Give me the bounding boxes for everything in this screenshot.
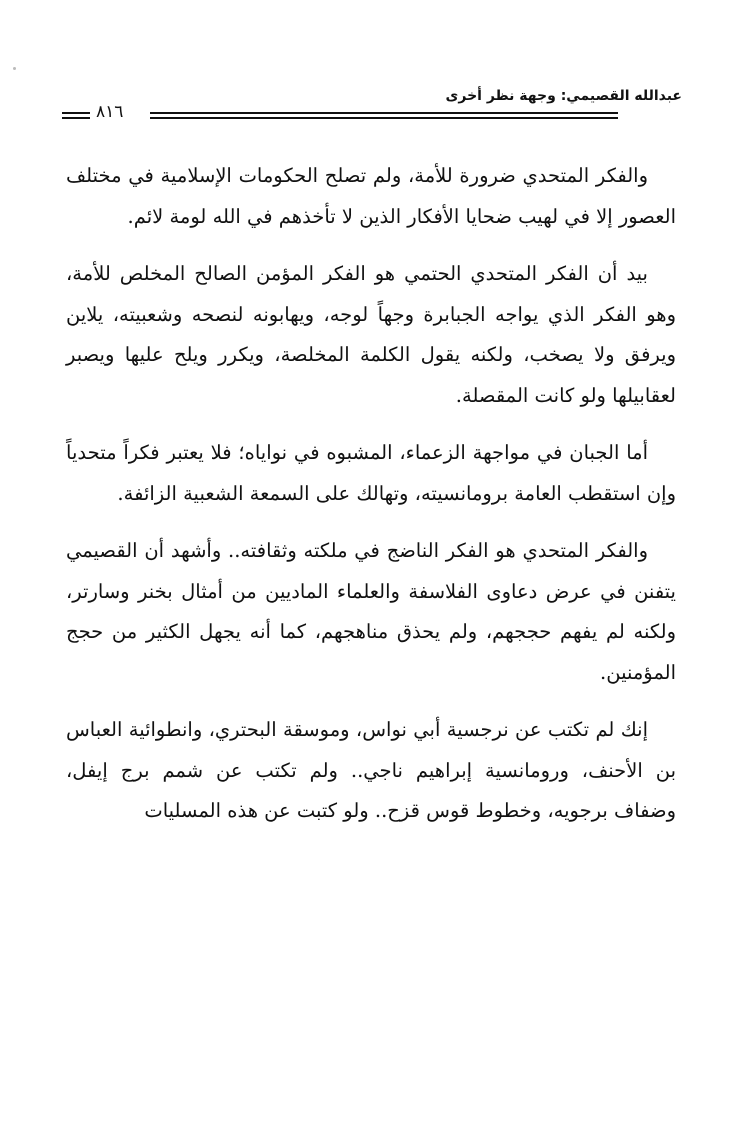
running-title: عبدالله القصيمي: وجهة نظر أخرى: [445, 88, 682, 104]
header-rule-long-top: [150, 112, 618, 114]
margin-dot: [13, 67, 16, 70]
page-number: ٨١٦: [96, 102, 124, 122]
header-rule-short-top: [62, 112, 90, 114]
page-header: [62, 84, 682, 132]
paragraph-4: والفكر المتحدي هو الفكر الناضج في ملكته وثقافته.. وأشهد أن القصيمي يتفنن في عرض دعاوى الفلاسفة والعلماء الماديين من أمثال بخنر وسارتر، ولكنه لم يفهم حججهم، ولم يحذق مناهجهم، كما أنه يجهل الكثير من حجج المؤمنين.: [66, 539, 676, 684]
paragraph-2: بيد أن الفكر المتحدي الحتمي هو الفكر المؤمن الصالح المخلص للأمة، وهو الفكر الذي يواجه الجبابرة وجهاً لوجه، ويهابونه لنصحه وشعبيته، يلاين ويرفق ولا يصخب، ولكنه يقول الكلمة المخلصة، ويكرر ويلح عليها ويصبر لعقابيلها ولو كانت المقصلة.: [66, 262, 676, 407]
header-rule-short-bottom: [62, 117, 90, 119]
paragraph-5: إنك لم تكتب عن نرجسية أبي نواس، وموسقة البحتري، وانطوائية العباس بن الأحنف، ورومانسية إبراهيم ناجي.. ولم تكتب عن شمم برج إيفل، وضفاف برجويه، وخطوط قوس قزح.. ولو كتبت عن هذه المسليات: [66, 718, 676, 822]
header-rule-long-bottom: [150, 117, 618, 119]
paragraph-1: والفكر المتحدي ضرورة للأمة، ولم تصلح الحكومات الإسلامية في مختلف العصور إلا في لهيب ضحايا الأفكار الذين لا تأخذهم في الله لومة لائم.: [66, 164, 676, 228]
body-text: [66, 156, 676, 849]
paragraph-3: أما الجبان في مواجهة الزعماء، المشبوه في نواياه؛ فلا يعتبر فكراً متحدياً وإن استقطب العامة برومانسيته، وتهالك على السمعة الشعبية الزائفة.: [66, 441, 676, 505]
